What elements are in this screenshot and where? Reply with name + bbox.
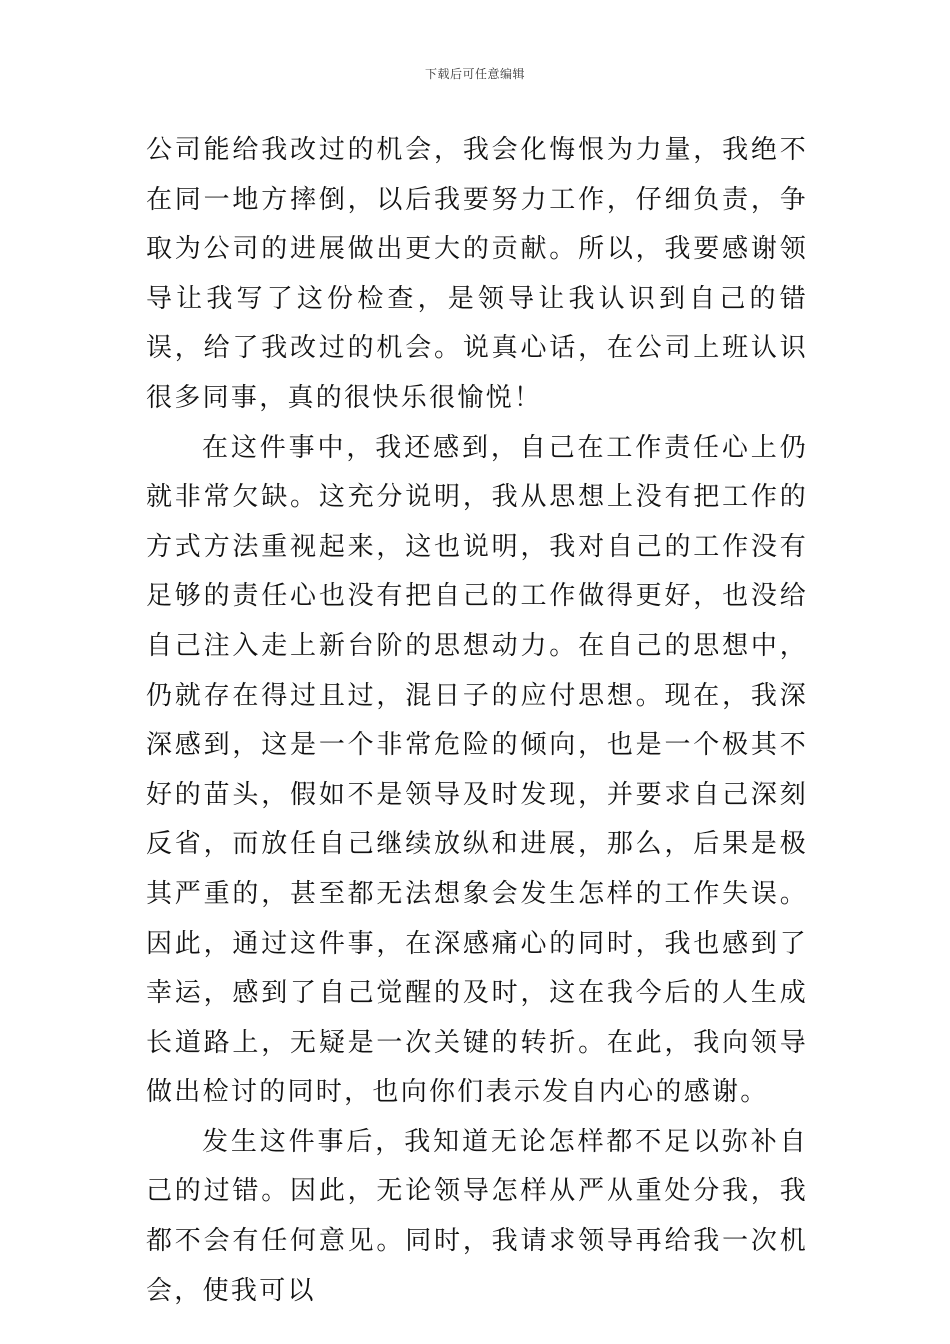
- paragraph-responsibility: 在这件事中，我还感到，自己在工作责任心上仍就非常欠缺。这充分说明，我从思想上没有把工作的方式方法重视起来，这也说明，我对自己的工作没有足够的责任心也没有把自己的工作做得更好，也没给自己注入走上新台阶的思想动力。在自己的思想中，仍就存在得过且过，混日子的应付思想。现在，我深深感到，这是一个非常危险的倾向，也是一个极其不好的苗头，假如不是领导及时发现，并要求自己深刻反省，而放任自己继续放纵和进展，那么，后果是极其严重的，甚至都无法想象会发生怎样的工作失误。因此，通过这件事，在深感痛心的同时，我也感到了幸运，感到了自己觉醒的及时，这在我今后的人生成长道路上，无疑是一次关键的转折。在此，我向领导做出检讨的同时，也向你们表示发自内心的感谢。: [146, 432, 808, 1108]
- paragraph-continuation: 公司能给我改过的机会，我会化悔恨为力量，我绝不在同一地方摔倒，以后我要努力工作，仔细负责，争取为公司的进展做出更大的贡献。所以，我要感谢领导让我写了这份检查，是领导让我认识到自己的错误，给了我改过的机会。说真心话，在公司上班认识很多同事，真的很快乐很愉悦！: [146, 135, 808, 413]
- document-body: [146, 126, 808, 1316]
- paragraph-request: 发生这件事后，我知道无论怎样都不足以弥补自己的过错。因此，无论领导怎样从严从重处分我，我都不会有任何意见。同时，我请求领导再给我一次机会，使我可以: [146, 1126, 808, 1306]
- header-note: 下载后可任意编辑: [424, 67, 525, 81]
